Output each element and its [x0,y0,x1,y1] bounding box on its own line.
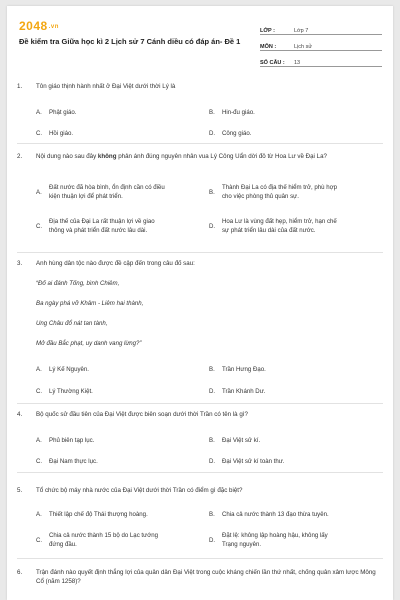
meta-subject: MÔN : Lịch sử [260,35,382,51]
question-5 [17,486,383,555]
emphasis-text: không [97,153,117,160]
divider [17,252,383,253]
divider [17,558,383,559]
question-number: 2. [17,153,23,160]
option-c[interactable]: C. Lý Thường Kiệt. [36,388,93,395]
riddle-poem [36,279,383,359]
option-d[interactable]: D. Hoa Lư là vùng đất hẹp, hiểm trở, hạn chế sự phát triển lâu dài của đất nước. [209,218,337,234]
option-d[interactable]: D. Đặt lệ: không lập hoàng hậu, không lấy Trạng nguyên. [209,532,328,548]
question-number: 3. [17,260,23,267]
question-text: Bộ quốc sử đầu tiên của Đại Việt được biên soạn dưới thời Trần có tên là gì? [36,411,248,418]
poem-line: Ung Châu đổ nát tan tành, [36,320,108,327]
option-d[interactable]: D. Công giáo. [209,130,252,137]
document-meta [260,19,382,67]
option-c[interactable]: C. Đại Nam thực lục. [36,458,98,465]
option-b[interactable]: B. Hin-đu giáo. [209,109,255,116]
option-a[interactable]: A. Phủ biên tạp lục. [36,437,95,444]
question-2 [17,152,383,241]
question-6 [17,568,383,586]
question-number: 5. [17,487,23,494]
logo-suffix: .vn [48,23,59,30]
document-header [17,16,383,68]
option-d[interactable]: D. Đại Việt sử kí toàn thư. [209,458,285,465]
option-b[interactable]: B. Trần Hưng Đạo. [209,366,266,373]
question-number: 1. [17,83,23,90]
option-a[interactable]: A. Đất nước đã hòa bình, ổn định cần có điều kiện thuận lợi để phát triển. [36,184,165,200]
question-number: 4. [17,411,23,418]
option-c[interactable]: C. Chia cả nước thành 15 bộ do Lạc tướng đứng đầu. [36,532,158,548]
document-title: Đề kiểm tra Giữa học kì 2 Lịch sử 7 Cánh diều có đáp án- Đề 1 [19,37,241,46]
divider [17,143,383,144]
divider [17,472,383,473]
question-text: Nội dung nào sau đây không phản ánh đúng nguyên nhân vua Lý Công Uẩn dời đô từ Hoa Lư về Đại La? [36,153,327,160]
option-a[interactable]: A. Lý Kế Nguyên. [36,366,89,373]
option-d[interactable]: D. Trần Khánh Dư. [209,388,266,395]
option-b[interactable]: B. Đại Việt sử kí. [209,437,261,444]
poem-line: Ba ngày phá vỡ Khâm - Liêm hai thành, [36,300,144,307]
meta-class: LỚP : Lớp 7 [260,19,382,35]
option-c[interactable]: C. Hồi giáo. [36,130,74,137]
question-text: Tôn giáo thịnh hành nhất ở Đại Việt dưới thời Lý là [36,83,176,90]
option-a[interactable]: A. Phật giáo. [36,109,77,116]
question-1 [17,82,383,135]
question-text: Tổ chức bộ máy nhà nước của Đại Việt dưới thời Trần có điểm gì đặc biệt? [36,487,243,494]
question-3 [17,259,383,403]
poem-line: Mở đầu Bắc phạt, uy danh vang lừng?” [36,340,142,347]
logo-text: 2048 [19,19,48,33]
option-b[interactable]: B. Thành Đại La có địa thế hiểm trở, phù hợp cho việc phòng thủ quân sự. [209,184,338,200]
option-b[interactable]: B. Chia cả nước thành 13 đạo thừa tuyên. [209,511,329,518]
poem-line: “Đố ai đánh Tống, bình Chiêm, [36,280,120,287]
question-number: 6. [17,569,23,576]
option-c[interactable]: C. Địa thế của Đại La rất thuận lợi về giao thông và phát triển đất nước lâu dài. [36,218,155,234]
divider [17,403,383,404]
site-logo[interactable] [19,19,59,33]
question-text: Anh hùng dân tộc nào được đề cập đến trong câu đố sau: [36,260,195,267]
question-4 [17,410,383,463]
meta-count: SỐ CÂU : 13 [260,51,382,67]
option-a[interactable]: A. Thiết lập chế độ Thái thượng hoàng. [36,511,148,518]
question-text: Trận đánh nào quyết định thắng lợi của quân dân Đại Việt trong cuộc kháng chiến lần thứ nhất, chống quân xâm lược Mông Cổ (năm 1258)? [36,569,376,585]
document-page [7,6,393,600]
